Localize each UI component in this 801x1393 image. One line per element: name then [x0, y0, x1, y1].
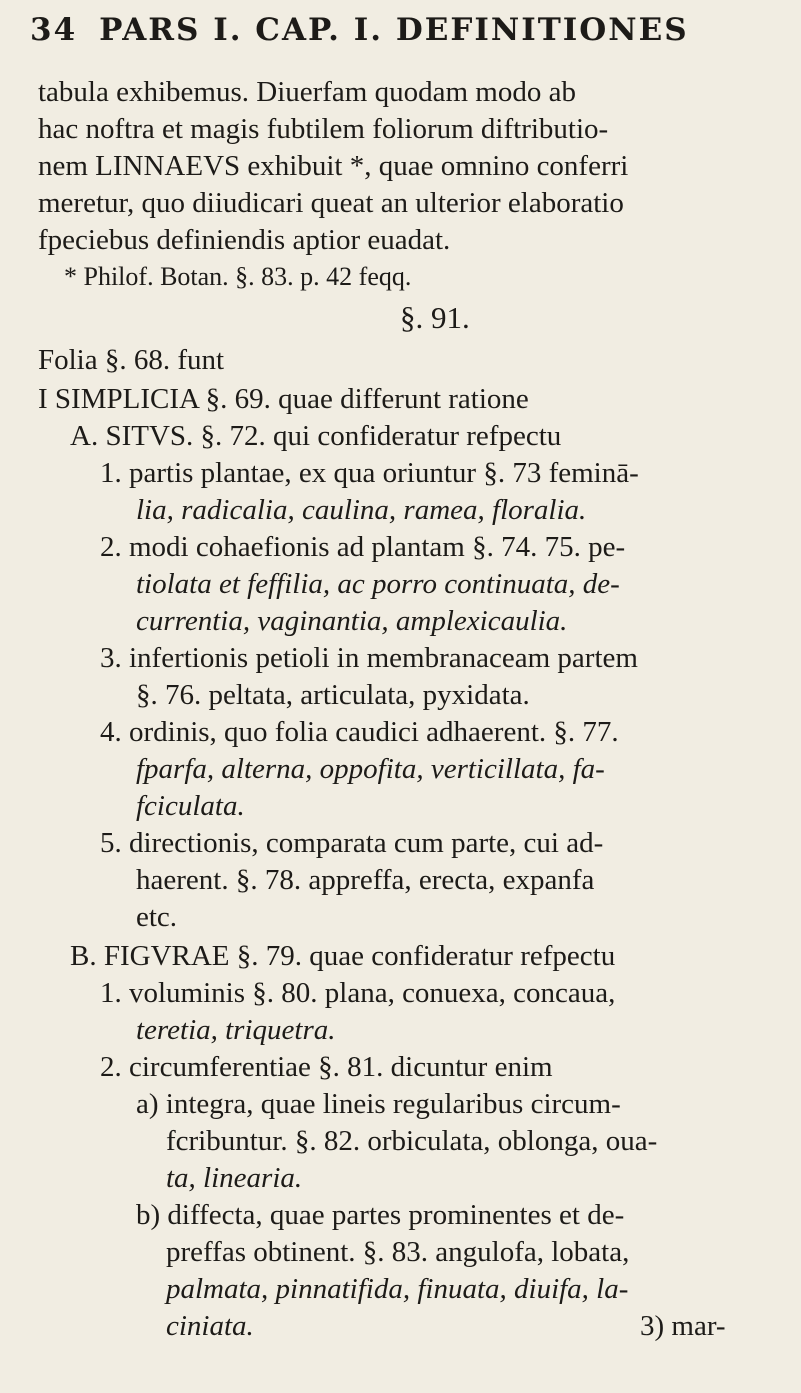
- text-line: 1. voluminis §. 80. plana, conuexa, concaua,: [100, 977, 616, 1009]
- text-line: tabula exhibemus. Diuerfam quodam modo ab: [38, 76, 576, 108]
- running-title: PARS I. CAP. I. DEFINITIONES: [99, 12, 689, 48]
- text-line: fcribuntur. §. 82. orbiculata, oblonga, oua-: [166, 1125, 658, 1157]
- text-line: §. 76. peltata, articulata, pyxidata.: [136, 679, 530, 711]
- text-line: a) integra, quae lineis regularibus circum-: [136, 1088, 621, 1120]
- text-line: B. FIGVRAE §. 79. quae confideratur refpectu: [70, 940, 616, 972]
- text-line: fciculata.: [136, 790, 245, 822]
- text-line: meretur, quo diiudicari queat an ulterior elaboratio: [38, 187, 624, 219]
- text-line: preffas obtinent. §. 83. angulofa, lobata,: [166, 1236, 630, 1268]
- text-line: 2. circumferentiae §. 81. dicuntur enim: [100, 1051, 553, 1083]
- text-line: fparfa, alterna, oppofita, verticillata, fa-: [136, 753, 605, 785]
- text-line: haerent. §. 78. appreffa, erecta, expanfa: [136, 864, 595, 896]
- text-line: currentia, vaginantia, amplexicaulia.: [136, 605, 568, 637]
- text-line: 3. infertionis petioli in membranaceam partem: [100, 642, 638, 674]
- text-line: 2. modi cohaefionis ad plantam §. 74. 75. pe-: [100, 531, 626, 563]
- running-header: [30, 12, 689, 48]
- text-line: I SIMPLICIA §. 69. quae differunt ratione: [38, 383, 529, 415]
- footnote: * Philof. Botan. §. 83. p. 42 feqq.: [64, 262, 412, 291]
- text-line: etc.: [136, 901, 178, 933]
- catchword: 3) mar-: [640, 1310, 726, 1342]
- text-line: Folia §. 68. funt: [38, 344, 225, 376]
- section-number: §. 91.: [400, 300, 470, 335]
- text-line: 5. directionis, comparata cum parte, cui ad-: [100, 827, 604, 859]
- text-line: palmata, pinnatifida, finuata, diuifa, la-: [166, 1273, 629, 1305]
- text-line: 1. partis plantae, ex qua oriuntur §. 73 feminā-: [100, 457, 639, 489]
- text-line: 4. ordinis, quo folia caudici adhaerent. §. 77.: [100, 716, 619, 748]
- text-line: A. SITVS. §. 72. qui confideratur refpectu: [70, 420, 562, 452]
- text-line: ciniata.: [166, 1310, 254, 1342]
- text-line: fpeciebus definiendis aptior euadat.: [38, 224, 451, 256]
- text-line: lia, radicalia, caulina, ramea, floralia.: [136, 494, 587, 526]
- text-line: tiolata et feffilia, ac porro continuata, de-: [136, 568, 620, 600]
- text-line: teretia, triquetra.: [136, 1014, 336, 1046]
- text-line: nem LINNAEVS exhibuit *, quae omnino conferri: [38, 150, 629, 182]
- text-line: hac noftra et magis fubtilem foliorum diftributio-: [38, 113, 609, 145]
- page-number: 34: [30, 12, 78, 48]
- text-line: b) diffecta, quae partes prominentes et de-: [136, 1199, 625, 1231]
- text-line: ta, linearia.: [166, 1162, 303, 1194]
